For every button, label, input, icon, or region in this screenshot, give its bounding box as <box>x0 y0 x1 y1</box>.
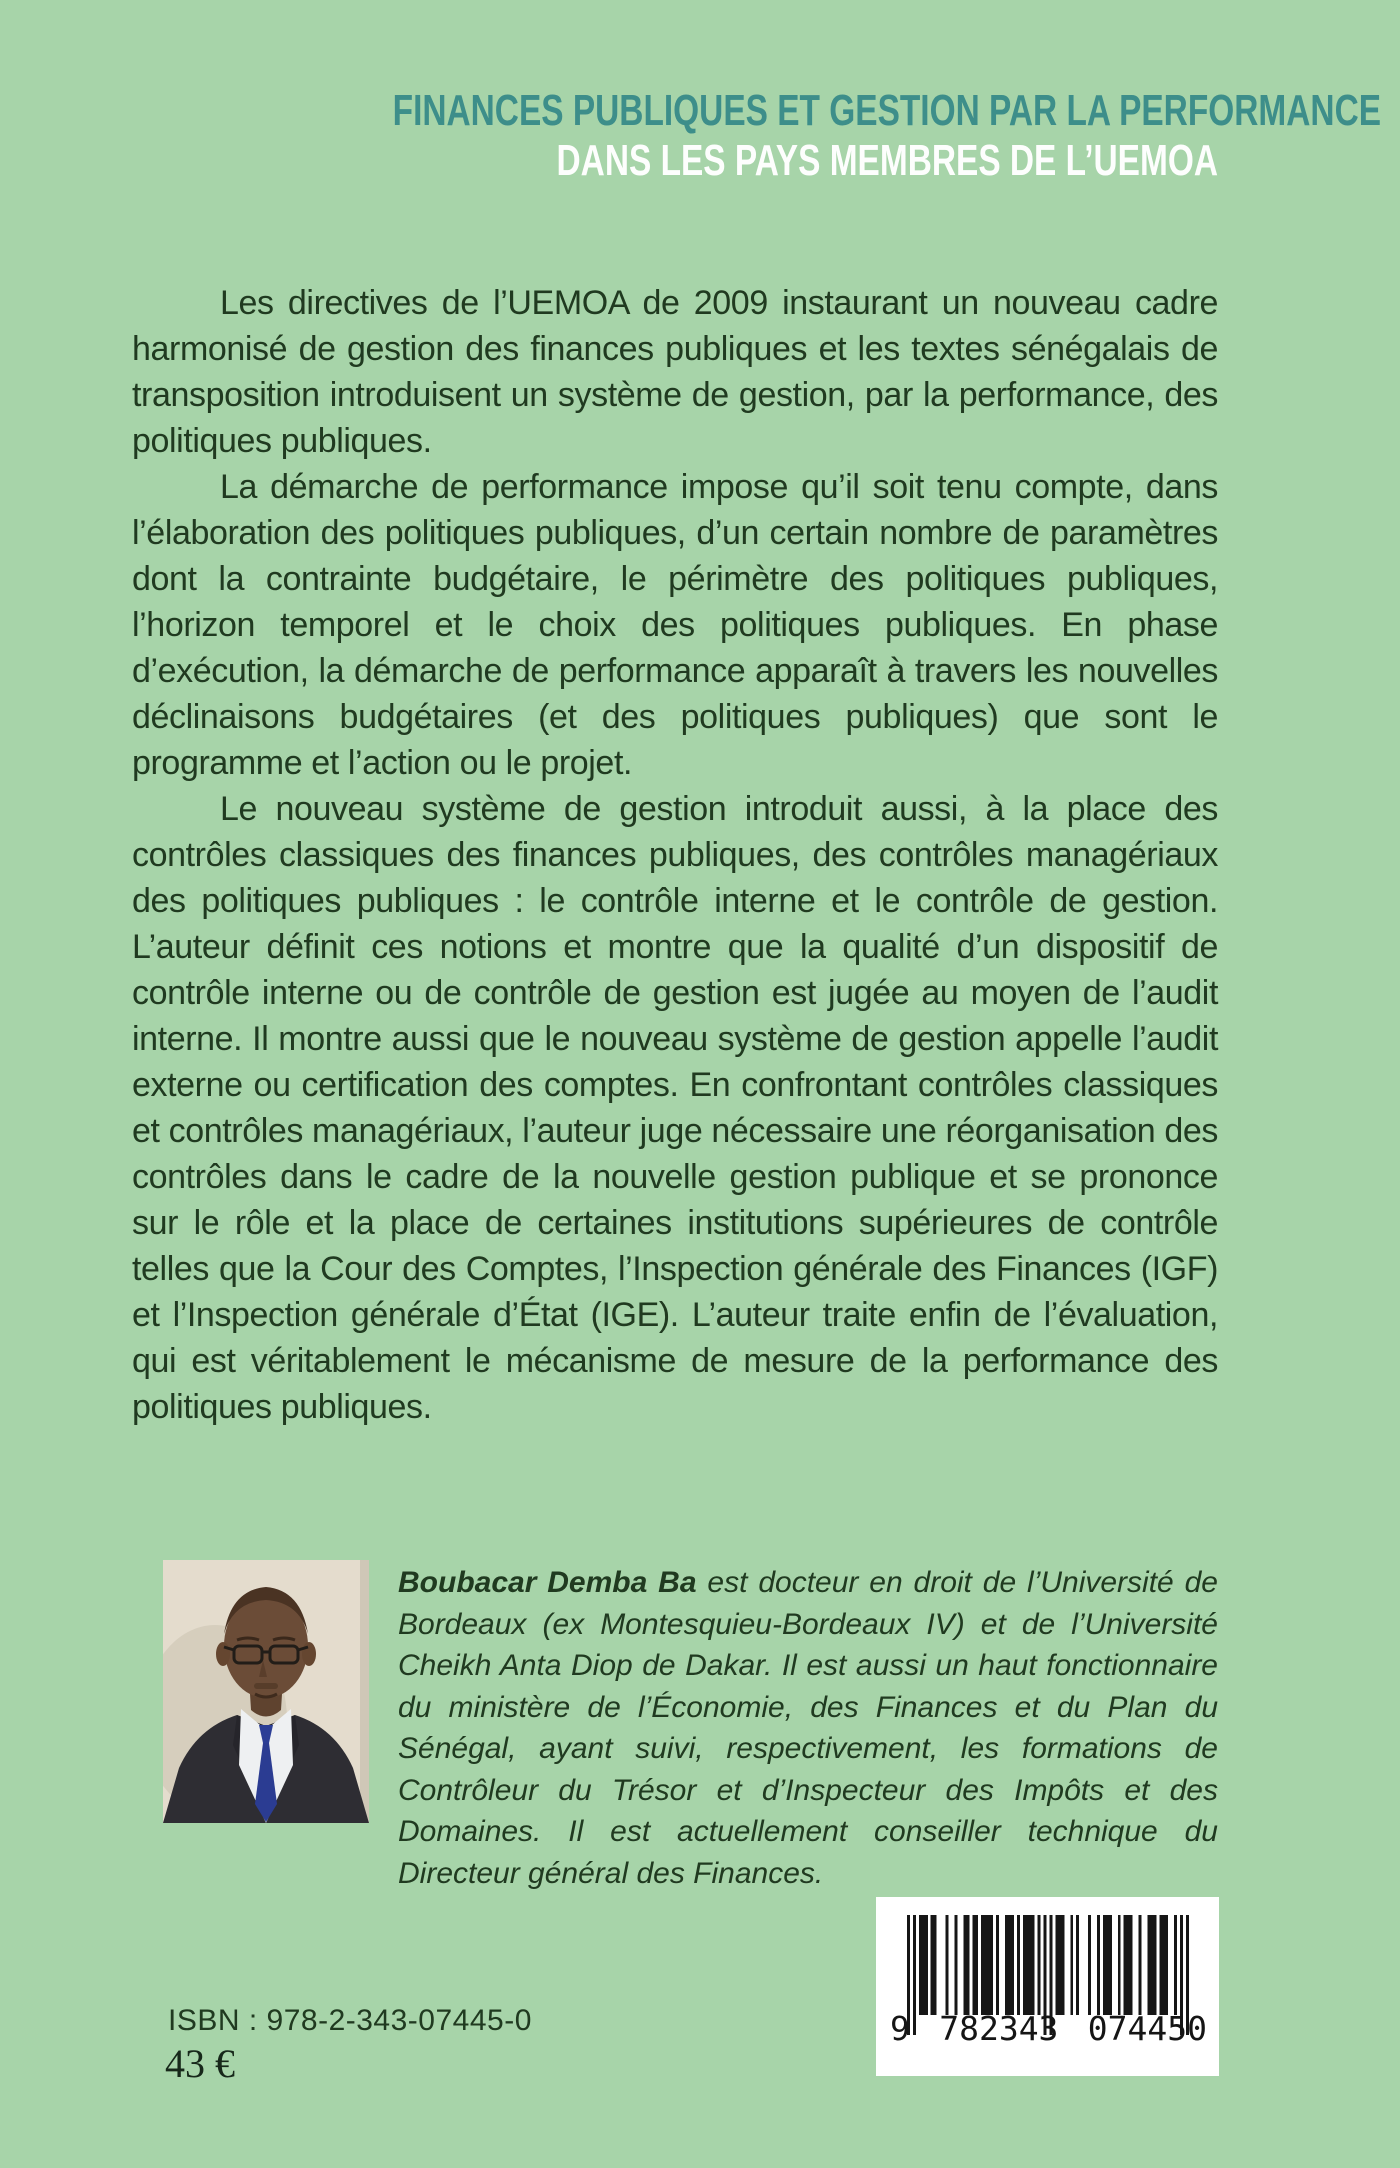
synopsis-paragraph-3: Le nouveau système de gestion introduit aussi, à la place des contrôles classiques des finances publiques, des contrôles managériaux des politiques publiques : le contrôle interne et le contrôle de gestion. L’auteur définit ces notions et montre que la qualité d’un dispositif de contrôle interne ou de contrôle de gestion est jugée au moyen de l’audit interne. Il montre aussi que le nouveau système de gestion appelle l’audit externe ou certification des comptes. En confrontant contrôles classiques et contrôles managériaux, l’auteur juge nécessaire une réorganisation des contrôles dans le cadre de la nouvelle gestion publique et se prononce sur le rôle et la place de certaines institutions supérieures de contrôle telles que la Cour des Comptes, l’Inspection générale des Finances (IGF) et l’Inspection générale d’État (IGE). L’auteur traite enfin de l’évaluation, qui est véritablement le mécanisme de mesure de la performance des politiques publiques. <box>132 790 1218 1426</box>
isbn-text: ISBN : 978-2-343-07445-0 <box>168 2004 532 2037</box>
barcode-digits <box>890 2009 1207 2048</box>
author-bio-text: est docteur en droit de l’Université de Bordeaux (ex Montesquieu-Bordeaux IV) et de l’Université Cheikh Anta Diop de Dakar. Il est aussi un haut fonctionnaire du ministère de l’Économie, des Finances et du Plan du Sénégal, ayant suivi, respectivement, les formations de Contrôleur du Trésor et d’Inspecteur des Impôts et des Domaines. Il est actuellement conseiller technique du Directeur général des Finances. <box>398 1566 1218 1890</box>
synopsis-paragraph-2: La démarche de performance impose qu’il soit tenu compte, dans l’élaboration des politiques publiques, d’un certain nombre de paramètres dont la contrainte budgétaire, le périmètre des politiques publiques, l’horizon temporel et le choix des politiques publiques. En phase d’exécution, la démarche de performance apparaît à travers les nouvelles déclinaisons budgétaires (et des politiques publiques) que sont le programme et l’action ou le projet. <box>132 468 1218 782</box>
book-title-line2: DANS LES PAYS MEMBRES DE L’UEMOA <box>556 136 1218 185</box>
book-title-line1: FINANCES PUBLIQUES ET GESTION PAR LA PERFORMANCE <box>392 86 1382 135</box>
author-photo <box>163 1560 369 1823</box>
synopsis-paragraph-1: Les directives de l’UEMOA de 2009 instaurant un nouveau cadre harmonisé de gestion des finances publiques et les textes sénégalais de transposition introduisent un système de gestion, par la performance, des politiques publiques. <box>132 284 1218 460</box>
barcode-digit-group-2: 782343 <box>939 2009 1059 2048</box>
price-text: 43 € <box>165 2041 235 2086</box>
barcode <box>876 1897 1219 2076</box>
barcode-digit-group-3: 074450 <box>1087 2009 1207 2048</box>
author-name: Boubacar Demba Ba <box>398 1566 697 1599</box>
author-bio <box>398 1562 1218 1894</box>
title-block <box>132 86 1382 186</box>
synopsis <box>132 280 1218 1430</box>
barcode-digit-group-1: 9 <box>890 2009 910 2048</box>
